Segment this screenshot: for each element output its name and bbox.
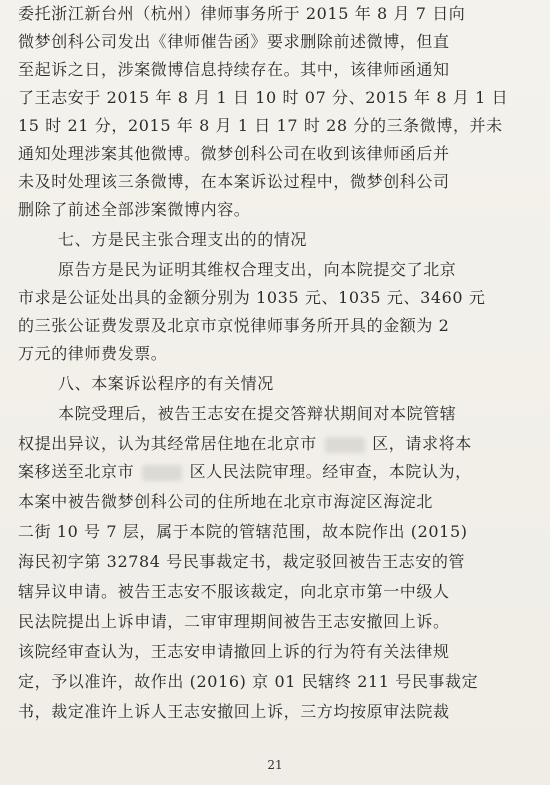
text-line: 通知处理涉案其他微博。微梦创科公司在收到该律师函后并	[18, 144, 450, 163]
text-segment: 区人民法院审理。经审查，本院认为，	[189, 462, 472, 481]
text-line: 辖异议申请。被告王志安不服该裁定，向北京市第一中级人	[18, 582, 450, 601]
text-line	[18, 460, 472, 484]
text-line: 本院受理后，被告王志安在提交答辩状期间对本院管辖	[58, 404, 457, 423]
section-heading: 七、方是民主张合理支出的的情况	[58, 230, 308, 249]
redacted-area	[142, 465, 182, 481]
text-line: 二街 10 号 7 层，属于本院的管辖范围，故本院作出 (2015)	[18, 522, 468, 541]
text-line: 万元的律师费发票。	[18, 344, 168, 363]
text-line: 书，裁定准许上诉人王志安撤回上诉，三方均按原审法院裁	[18, 702, 450, 721]
text-segment: 区，请求将本	[372, 434, 472, 453]
section-heading: 八、本案诉讼程序的有关情况	[58, 374, 274, 393]
text-line	[18, 432, 472, 456]
text-line: 未及时处理该三条微博，在本案诉讼过程中，微梦创科公司	[18, 172, 450, 191]
text-line: 原告方是民为证明其维权合理支出，向本院提交了北京	[58, 260, 457, 279]
text-line: 至起诉之日，涉案微博信息持续存在。其中，该律师函通知	[18, 60, 450, 79]
text-line: 本案中被告微梦创科公司的住所地在北京市海淀区海淀北	[18, 492, 434, 511]
text-line: 15 时 21 分，2015 年 8 月 1 日 17 时 28 分的三条微博，并未	[18, 116, 503, 135]
text-line: 民法院提出上诉申请，二审审理期间被告王志安撤回上诉。	[18, 612, 450, 631]
text-line: 市求是公证处出具的金额分别为 1035 元、1035 元、3460 元	[18, 288, 486, 307]
text-line: 了王志安于 2015 年 8 月 1 日 10 时 07 分、2015 年 8 月 1 日	[18, 88, 509, 107]
text-segment: 案移送至北京市	[18, 462, 135, 481]
text-line: 删除了前述全部涉案微博内容。	[18, 200, 251, 219]
text-line: 该院经审查认为，王志安申请撤回上诉的行为符有关法律规	[18, 642, 450, 661]
text-line: 的三张公证费发票及北京市京悦律师事务所开具的金额为 2	[18, 316, 450, 335]
text-line: 定，予以准许，故作出 (2016) 京 01 民辖终 211 号民事裁定	[18, 672, 479, 691]
text-line: 海民初字第 32784 号民事裁定书，裁定驳回被告王志安的管	[18, 552, 466, 571]
text-segment: 权提出异议，认为其经常居住地在北京市	[18, 434, 317, 453]
redacted-area	[325, 437, 365, 453]
text-line: 微梦创科公司发出《律师催告函》要求删除前述微博，但直	[18, 32, 450, 51]
text-line: 委托浙江新台州（杭州）律师事务所于 2015 年 8 月 7 日向	[18, 4, 466, 23]
page-number: 21	[267, 758, 283, 772]
